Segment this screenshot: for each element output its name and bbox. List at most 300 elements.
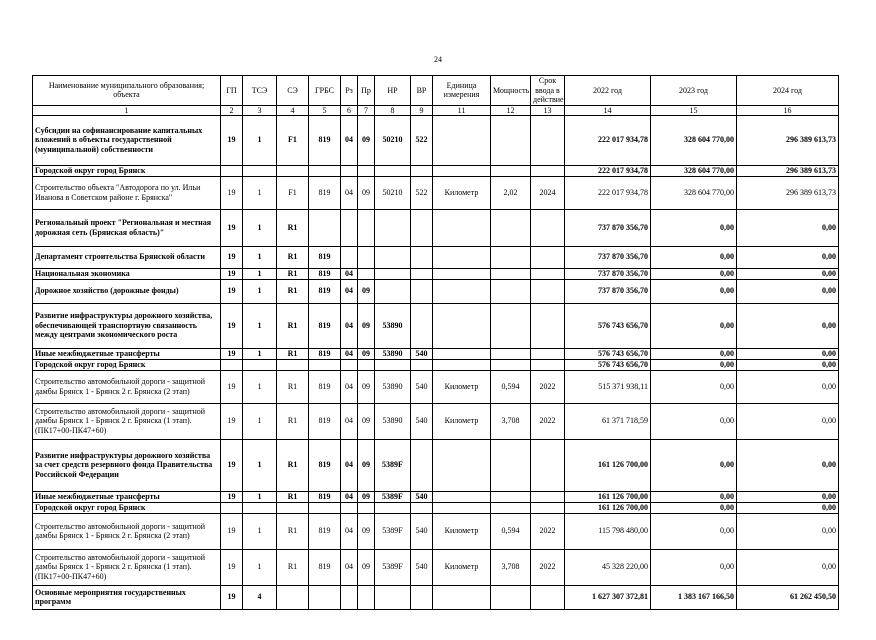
gp-cell: 19 <box>221 115 243 165</box>
header-cell: ГП <box>221 76 243 106</box>
amount-2024-cell: 0,00 <box>737 359 839 370</box>
column-number: 1 <box>33 105 221 115</box>
header-cell: Пр <box>358 76 375 106</box>
header-cell: Наименование муниципального образования; объекта <box>33 76 221 106</box>
row-name: Городской округ город Брянск <box>33 502 221 513</box>
amount-2023-cell: 0,00 <box>651 439 737 491</box>
rz-cell: 04 <box>341 549 358 585</box>
se-cell: R1 <box>277 268 309 279</box>
table-row <box>33 513 839 549</box>
capacity-cell <box>491 303 531 348</box>
gp-cell: 19 <box>221 176 243 209</box>
column-number: 6 <box>341 105 358 115</box>
table-row <box>33 165 839 176</box>
tse-cell: 1 <box>243 209 277 246</box>
capacity-cell <box>491 115 531 165</box>
amount-2024-cell: 0,00 <box>737 348 839 359</box>
row-name: Основные мероприятия государственных программ <box>33 585 221 609</box>
vr-cell: 522 <box>411 115 433 165</box>
capacity-cell <box>491 279 531 303</box>
nr-cell <box>375 165 411 176</box>
amount-2024-cell: 296 389 613,73 <box>737 176 839 209</box>
se-cell: R1 <box>277 439 309 491</box>
amount-2022-cell: 45 328 220,00 <box>565 549 651 585</box>
capacity-cell <box>491 502 531 513</box>
header-cell: ТСЭ <box>243 76 277 106</box>
gp-cell: 19 <box>221 585 243 609</box>
capacity-cell: 3,708 <box>491 549 531 585</box>
grbs-cell: 819 <box>309 115 341 165</box>
amount-2023-cell: 0,00 <box>651 246 737 268</box>
rz-cell: 04 <box>341 491 358 502</box>
tse-cell: 1 <box>243 513 277 549</box>
tse-cell <box>243 359 277 370</box>
amount-2024-cell: 296 389 613,73 <box>737 115 839 165</box>
grbs-cell <box>309 502 341 513</box>
grbs-cell <box>309 359 341 370</box>
commission-year-cell: 2022 <box>531 549 565 585</box>
commission-year-cell <box>531 439 565 491</box>
column-number: 2 <box>221 105 243 115</box>
gp-cell: 19 <box>221 279 243 303</box>
amount-2024-cell: 0,00 <box>737 279 839 303</box>
gp-cell: 19 <box>221 403 243 439</box>
table-row <box>33 359 839 370</box>
table-row <box>33 246 839 268</box>
rz-cell: 04 <box>341 176 358 209</box>
gp-cell: 19 <box>221 439 243 491</box>
header-cell: СЭ <box>277 76 309 106</box>
column-number: 12 <box>491 105 531 115</box>
amount-2022-cell: 737 870 356,70 <box>565 279 651 303</box>
table-row <box>33 585 839 609</box>
rz-cell <box>341 209 358 246</box>
header-cell: 2022 год <box>565 76 651 106</box>
nr-cell: 53890 <box>375 348 411 359</box>
unit-cell <box>433 165 491 176</box>
pr-cell <box>358 585 375 609</box>
pr-cell: 09 <box>358 513 375 549</box>
rz-cell: 04 <box>341 115 358 165</box>
header-cell: ВР <box>411 76 433 106</box>
gp-cell: 19 <box>221 268 243 279</box>
amount-2024-cell: 0,00 <box>737 370 839 403</box>
row-name: Строительство объекта "Автодорога по ул. Ильи Иванова в Советском районе г. Брянска" <box>33 176 221 209</box>
row-name: Строительство автомобильной дороги - защитной дамбы Брянск 1 - Брянск 2 г. Брянска (2 этап) <box>33 370 221 403</box>
gp-cell: 19 <box>221 209 243 246</box>
se-cell: F1 <box>277 115 309 165</box>
amount-2022-cell: 222 017 934,78 <box>565 176 651 209</box>
pr-cell: 09 <box>358 279 375 303</box>
vr-cell <box>411 165 433 176</box>
tse-cell: 1 <box>243 370 277 403</box>
capacity-cell: 2,02 <box>491 176 531 209</box>
capacity-cell: 0,594 <box>491 370 531 403</box>
se-cell: R1 <box>277 209 309 246</box>
header-cell: Срок ввода в действие <box>531 76 565 106</box>
vr-cell <box>411 209 433 246</box>
row-name: Субсидии на софинансирование капитальных вложений в объекты государственной (муниципальной) собственности <box>33 115 221 165</box>
rz-cell: 04 <box>341 439 358 491</box>
unit-cell <box>433 209 491 246</box>
amount-2023-cell: 0,00 <box>651 209 737 246</box>
pr-cell: 09 <box>358 403 375 439</box>
table-row <box>33 115 839 165</box>
pr-cell <box>358 246 375 268</box>
gp-cell: 19 <box>221 491 243 502</box>
amount-2022-cell: 61 371 718,59 <box>565 403 651 439</box>
tse-cell: 1 <box>243 246 277 268</box>
row-name: Городской округ город Брянск <box>33 165 221 176</box>
pr-cell: 09 <box>358 176 375 209</box>
pr-cell: 09 <box>358 549 375 585</box>
grbs-cell: 819 <box>309 439 341 491</box>
table-row <box>33 209 839 246</box>
table-row <box>33 268 839 279</box>
amount-2023-cell: 0,00 <box>651 303 737 348</box>
table-row <box>33 370 839 403</box>
row-name: Дорожное хозяйство (дорожные фонды) <box>33 279 221 303</box>
header-cell: Мощность <box>491 76 531 106</box>
pr-cell: 09 <box>358 115 375 165</box>
amount-2022-cell: 737 870 356,70 <box>565 246 651 268</box>
table-row <box>33 549 839 585</box>
header-cell: 2023 год <box>651 76 737 106</box>
grbs-cell: 819 <box>309 491 341 502</box>
amount-2024-cell: 0,00 <box>737 246 839 268</box>
se-cell: R1 <box>277 370 309 403</box>
unit-cell <box>433 439 491 491</box>
grbs-cell: 819 <box>309 303 341 348</box>
row-name: Городской округ город Брянск <box>33 359 221 370</box>
tse-cell <box>243 165 277 176</box>
amount-2022-cell: 576 743 656,70 <box>565 303 651 348</box>
tse-cell: 1 <box>243 439 277 491</box>
nr-cell: 50210 <box>375 115 411 165</box>
rz-cell: 04 <box>341 403 358 439</box>
capacity-cell <box>491 585 531 609</box>
gp-cell: 19 <box>221 549 243 585</box>
row-name: Строительство автомобильной дороги - защитной дамбы Брянск 1 - Брянск 2 г. Брянска (1 этап). (ПК17+00-ПК47+60) <box>33 549 221 585</box>
table-body <box>33 115 839 609</box>
header-cell: Рз <box>341 76 358 106</box>
vr-cell: 540 <box>411 370 433 403</box>
tse-cell: 4 <box>243 585 277 609</box>
nr-cell: 53890 <box>375 303 411 348</box>
rz-cell <box>341 502 358 513</box>
column-number: 14 <box>565 105 651 115</box>
unit-cell <box>433 585 491 609</box>
amount-2023-cell: 1 383 167 166,50 <box>651 585 737 609</box>
rz-cell: 04 <box>341 303 358 348</box>
capacity-cell <box>491 209 531 246</box>
unit-cell <box>433 115 491 165</box>
row-name: Развитие инфраструктуры дорожного хозяйства, обеспечивающей транспортную связанность между центрами экономического роста <box>33 303 221 348</box>
gp-cell: 19 <box>221 370 243 403</box>
header-cell: ГРБС <box>309 76 341 106</box>
vr-cell: 540 <box>411 348 433 359</box>
grbs-cell <box>309 209 341 246</box>
pr-cell <box>358 502 375 513</box>
row-name: Региональный проект "Региональная и местная дорожная сеть (Брянская область)" <box>33 209 221 246</box>
amount-2023-cell: 328 604 770,00 <box>651 115 737 165</box>
vr-cell <box>411 268 433 279</box>
rz-cell <box>341 585 358 609</box>
amount-2024-cell: 61 262 450,50 <box>737 585 839 609</box>
header-cell: НР <box>375 76 411 106</box>
commission-year-cell <box>531 303 565 348</box>
unit-cell: Километр <box>433 370 491 403</box>
capacity-cell <box>491 439 531 491</box>
header-cell: Единица измерения <box>433 76 491 106</box>
capacity-cell <box>491 359 531 370</box>
vr-cell <box>411 502 433 513</box>
vr-cell <box>411 585 433 609</box>
column-number: 16 <box>737 105 839 115</box>
commission-year-cell: 2022 <box>531 403 565 439</box>
unit-cell <box>433 502 491 513</box>
column-number: 7 <box>358 105 375 115</box>
pr-cell <box>358 165 375 176</box>
vr-cell: 522 <box>411 176 433 209</box>
vr-cell <box>411 439 433 491</box>
gp-cell <box>221 502 243 513</box>
se-cell <box>277 502 309 513</box>
table-row <box>33 279 839 303</box>
nr-cell <box>375 359 411 370</box>
unit-cell <box>433 246 491 268</box>
nr-cell: 5389F <box>375 491 411 502</box>
amount-2022-cell: 1 627 307 372,81 <box>565 585 651 609</box>
row-name: Строительство автомобильной дороги - защитной дамбы Брянск 1 - Брянск 2 г. Брянска (2 этап) <box>33 513 221 549</box>
amount-2024-cell: 0,00 <box>737 209 839 246</box>
commission-year-cell <box>531 165 565 176</box>
table-row <box>33 502 839 513</box>
amount-2022-cell: 115 798 480,00 <box>565 513 651 549</box>
tse-cell <box>243 502 277 513</box>
table-row <box>33 176 839 209</box>
commission-year-cell <box>531 585 565 609</box>
se-cell <box>277 165 309 176</box>
grbs-cell: 819 <box>309 549 341 585</box>
vr-cell <box>411 279 433 303</box>
capacity-cell <box>491 246 531 268</box>
tse-cell: 1 <box>243 403 277 439</box>
vr-cell <box>411 303 433 348</box>
nr-cell <box>375 585 411 609</box>
unit-cell <box>433 348 491 359</box>
grbs-cell: 819 <box>309 348 341 359</box>
se-cell: R1 <box>277 403 309 439</box>
vr-cell: 540 <box>411 491 433 502</box>
amount-2023-cell: 0,00 <box>651 502 737 513</box>
se-cell: R1 <box>277 513 309 549</box>
commission-year-cell <box>531 246 565 268</box>
column-number: 13 <box>531 105 565 115</box>
nr-cell <box>375 279 411 303</box>
commission-year-cell <box>531 209 565 246</box>
rz-cell: 04 <box>341 268 358 279</box>
table-row <box>33 439 839 491</box>
vr-cell <box>411 246 433 268</box>
pr-cell <box>358 359 375 370</box>
tse-cell: 1 <box>243 348 277 359</box>
commission-year-cell <box>531 491 565 502</box>
pr-cell: 09 <box>358 370 375 403</box>
commission-year-cell <box>531 115 565 165</box>
column-number: 3 <box>243 105 277 115</box>
column-number: 15 <box>651 105 737 115</box>
amount-2023-cell: 0,00 <box>651 549 737 585</box>
header-cell: 2024 год <box>737 76 839 106</box>
capacity-cell <box>491 268 531 279</box>
rz-cell: 04 <box>341 279 358 303</box>
commission-year-cell <box>531 502 565 513</box>
se-cell: R1 <box>277 303 309 348</box>
table-row <box>33 403 839 439</box>
amount-2022-cell: 576 743 656,70 <box>565 348 651 359</box>
table-row <box>33 491 839 502</box>
capacity-cell <box>491 491 531 502</box>
se-cell <box>277 585 309 609</box>
nr-cell: 50210 <box>375 176 411 209</box>
se-cell: R1 <box>277 246 309 268</box>
capacity-cell: 0,594 <box>491 513 531 549</box>
amount-2024-cell: 0,00 <box>737 303 839 348</box>
commission-year-cell <box>531 348 565 359</box>
amount-2022-cell: 737 870 356,70 <box>565 209 651 246</box>
amount-2024-cell: 296 389 613,73 <box>737 165 839 176</box>
amount-2024-cell: 0,00 <box>737 549 839 585</box>
amount-2024-cell: 0,00 <box>737 502 839 513</box>
unit-cell: Километр <box>433 403 491 439</box>
nr-cell: 53890 <box>375 403 411 439</box>
grbs-cell: 819 <box>309 246 341 268</box>
column-number: 9 <box>411 105 433 115</box>
amount-2022-cell: 515 371 938,11 <box>565 370 651 403</box>
capacity-cell: 3,708 <box>491 403 531 439</box>
unit-cell <box>433 303 491 348</box>
gp-cell: 19 <box>221 513 243 549</box>
nr-cell <box>375 502 411 513</box>
gp-cell <box>221 359 243 370</box>
tse-cell: 1 <box>243 549 277 585</box>
amount-2024-cell: 0,00 <box>737 513 839 549</box>
amount-2024-cell: 0,00 <box>737 491 839 502</box>
unit-cell: Километр <box>433 176 491 209</box>
nr-cell <box>375 209 411 246</box>
amount-2022-cell: 161 126 700,00 <box>565 491 651 502</box>
rz-cell <box>341 165 358 176</box>
pr-cell: 09 <box>358 439 375 491</box>
tse-cell: 1 <box>243 279 277 303</box>
vr-cell: 540 <box>411 513 433 549</box>
grbs-cell: 819 <box>309 176 341 209</box>
tse-cell: 1 <box>243 268 277 279</box>
column-number-row <box>33 105 839 115</box>
tse-cell: 1 <box>243 115 277 165</box>
grbs-cell: 819 <box>309 268 341 279</box>
pr-cell <box>358 268 375 279</box>
capacity-cell <box>491 348 531 359</box>
amount-2023-cell: 0,00 <box>651 268 737 279</box>
page-number: 24 <box>434 55 442 64</box>
amount-2023-cell: 0,00 <box>651 359 737 370</box>
gp-cell: 19 <box>221 246 243 268</box>
commission-year-cell <box>531 279 565 303</box>
amount-2023-cell: 0,00 <box>651 348 737 359</box>
amount-2022-cell: 576 743 656,70 <box>565 359 651 370</box>
amount-2024-cell: 0,00 <box>737 268 839 279</box>
grbs-cell <box>309 165 341 176</box>
row-name: Строительство автомобильной дороги - защитной дамбы Брянск 1 - Брянск 2 г. Брянска (1 этап). (ПК17+00-ПК47+60) <box>33 403 221 439</box>
nr-cell <box>375 268 411 279</box>
pr-cell <box>358 209 375 246</box>
amount-2023-cell: 0,00 <box>651 491 737 502</box>
column-number: 8 <box>375 105 411 115</box>
amount-2022-cell: 737 870 356,70 <box>565 268 651 279</box>
pr-cell: 09 <box>358 348 375 359</box>
se-cell: F1 <box>277 176 309 209</box>
table-row <box>33 348 839 359</box>
amount-2022-cell: 222 017 934,78 <box>565 165 651 176</box>
pr-cell: 09 <box>358 303 375 348</box>
unit-cell <box>433 359 491 370</box>
capacity-cell <box>491 165 531 176</box>
row-name: Национальная экономика <box>33 268 221 279</box>
table-row <box>33 303 839 348</box>
se-cell: R1 <box>277 279 309 303</box>
tse-cell: 1 <box>243 491 277 502</box>
se-cell <box>277 359 309 370</box>
commission-year-cell <box>531 268 565 279</box>
rz-cell: 04 <box>341 513 358 549</box>
column-number: 5 <box>309 105 341 115</box>
rz-cell: 04 <box>341 348 358 359</box>
se-cell: R1 <box>277 549 309 585</box>
gp-cell: 19 <box>221 303 243 348</box>
row-name: Развитие инфраструктуры дорожного хозяйства за счет средств резервного фонда Правительства Российской Федерации <box>33 439 221 491</box>
commission-year-cell: 2022 <box>531 513 565 549</box>
unit-cell: Километр <box>433 549 491 585</box>
amount-2024-cell: 0,00 <box>737 403 839 439</box>
column-number: 4 <box>277 105 309 115</box>
grbs-cell: 819 <box>309 513 341 549</box>
nr-cell: 53890 <box>375 370 411 403</box>
header-row <box>33 76 839 106</box>
nr-cell <box>375 246 411 268</box>
commission-year-cell <box>531 359 565 370</box>
se-cell: R1 <box>277 491 309 502</box>
amount-2023-cell: 0,00 <box>651 403 737 439</box>
amount-2022-cell: 222 017 934,78 <box>565 115 651 165</box>
rz-cell <box>341 359 358 370</box>
se-cell: R1 <box>277 348 309 359</box>
commission-year-cell: 2022 <box>531 370 565 403</box>
grbs-cell: 819 <box>309 403 341 439</box>
amount-2022-cell: 161 126 700,00 <box>565 502 651 513</box>
vr-cell: 540 <box>411 549 433 585</box>
pr-cell: 09 <box>358 491 375 502</box>
nr-cell: 5389F <box>375 513 411 549</box>
column-number: 11 <box>433 105 491 115</box>
row-name: Иные межбюджетные трансферты <box>33 348 221 359</box>
row-name: Иные межбюджетные трансферты <box>33 491 221 502</box>
budget-table <box>32 75 839 610</box>
amount-2023-cell: 0,00 <box>651 279 737 303</box>
gp-cell <box>221 165 243 176</box>
amount-2024-cell: 0,00 <box>737 439 839 491</box>
